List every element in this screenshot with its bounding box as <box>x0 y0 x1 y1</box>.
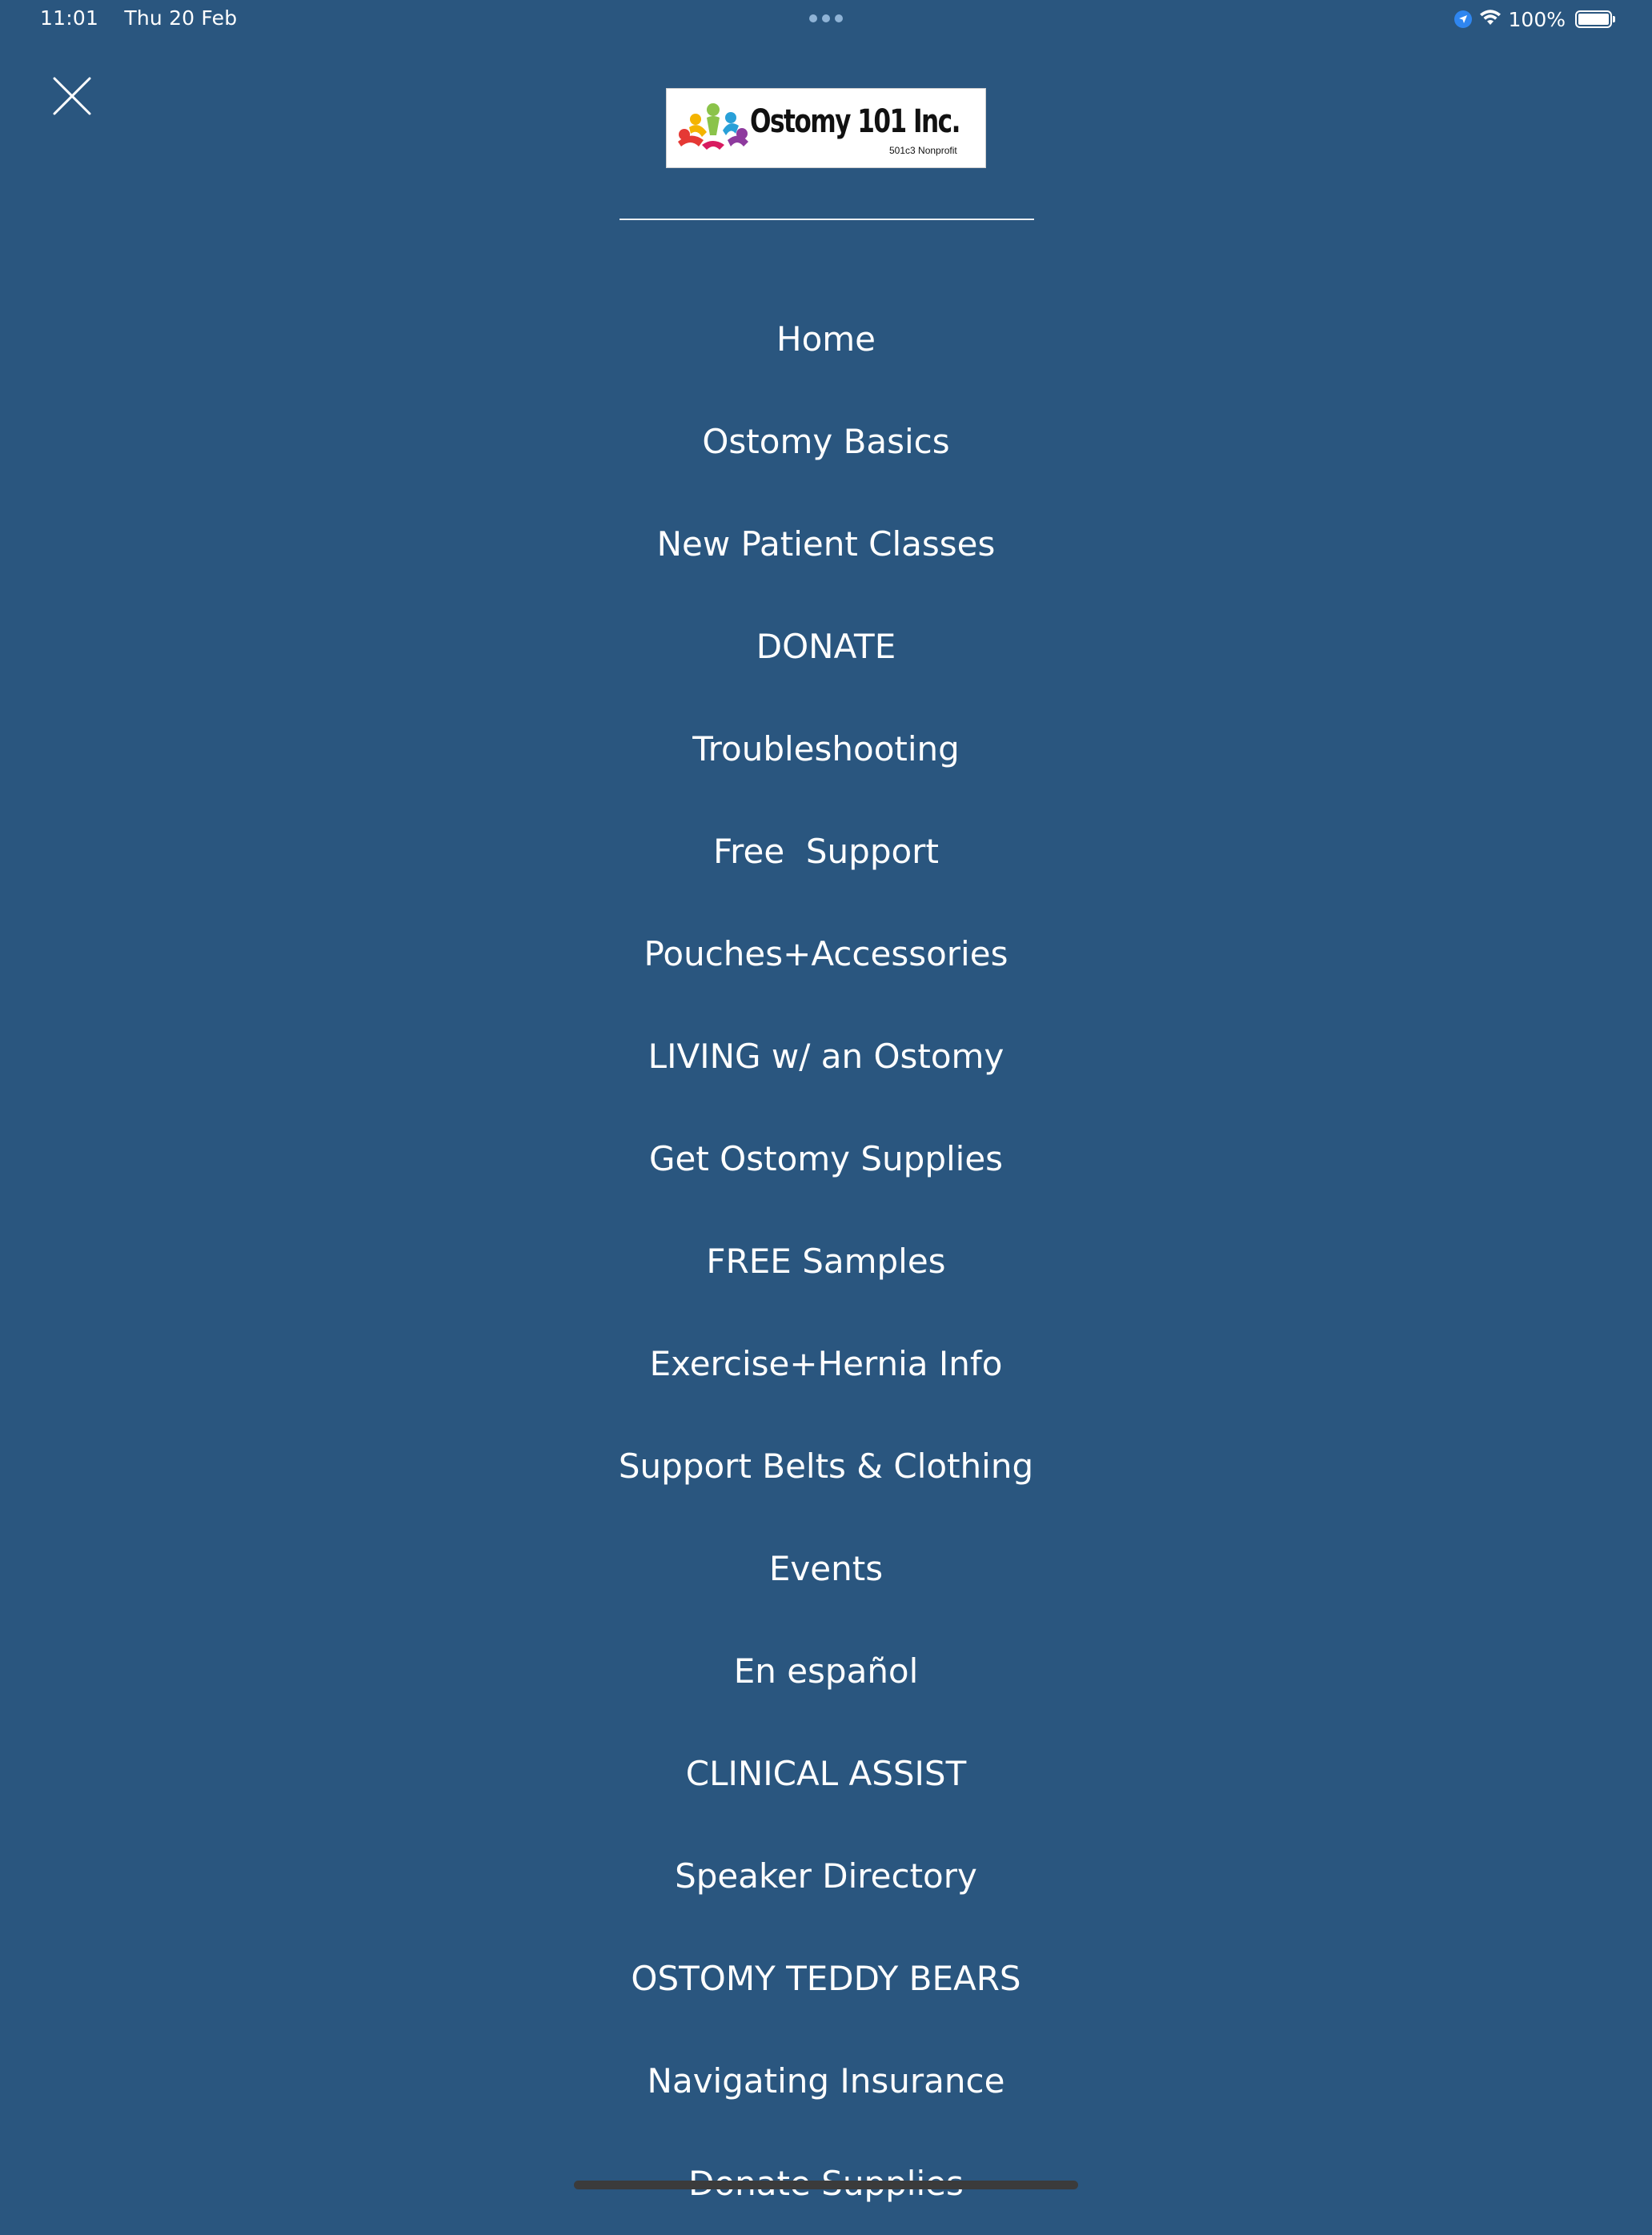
logo-title: Ostomy 101 Inc. <box>750 103 960 140</box>
battery-percent: 100% <box>1508 7 1566 31</box>
site-logo[interactable] <box>666 88 986 168</box>
menu-item-new-patient-classes[interactable]: New Patient Classes <box>656 524 996 564</box>
menu-item-donate[interactable]: DONATE <box>756 627 896 666</box>
menu-item-navigating-insurance[interactable]: Navigating Insurance <box>647 2061 1005 2101</box>
menu-item-home[interactable]: Home <box>776 319 876 359</box>
status-time: 11:01 <box>40 6 99 30</box>
menu-item-pouches-accessories[interactable]: Pouches+Accessories <box>644 934 1008 973</box>
menu-item-support-belts-clothing[interactable]: Support Belts & Clothing <box>618 1447 1034 1486</box>
close-button[interactable] <box>50 74 94 118</box>
menu-item-exercise-hernia-info[interactable]: Exercise+Hernia Info <box>649 1344 1003 1383</box>
status-time-date <box>40 6 237 30</box>
menu-item-en-espanol[interactable]: En español <box>733 1651 919 1691</box>
menu-item-living-with-ostomy[interactable]: LIVING w/ an Ostomy <box>648 1037 1004 1076</box>
status-bar <box>0 0 1652 38</box>
multitasking-dots-icon[interactable] <box>809 14 843 22</box>
battery-icon <box>1575 10 1612 28</box>
menu-item-events[interactable]: Events <box>768 1549 884 1588</box>
close-icon <box>50 74 94 118</box>
people-cluster-icon <box>678 103 748 150</box>
menu-item-troubleshooting[interactable]: Troubleshooting <box>692 729 960 768</box>
home-indicator[interactable] <box>574 2181 1078 2189</box>
navigation-menu <box>0 288 1652 2235</box>
menu-item-speaker-directory[interactable]: Speaker Directory <box>675 1856 977 1896</box>
status-indicators <box>1454 5 1612 34</box>
logo-subtitle: 501c3 Nonprofit <box>889 145 957 156</box>
status-date: Thu 20 Feb <box>124 6 238 30</box>
wifi-icon <box>1478 8 1502 31</box>
location-icon <box>1454 10 1472 28</box>
menu-item-get-ostomy-supplies[interactable]: Get Ostomy Supplies <box>648 1139 1004 1178</box>
menu-item-ostomy-teddy-bears[interactable]: OSTOMY TEDDY BEARS <box>631 1959 1021 1998</box>
header-divider <box>620 219 1034 220</box>
menu-item-free-support[interactable]: Free Support <box>713 832 939 871</box>
menu-item-clinical-assist[interactable]: CLINICAL ASSIST <box>685 1754 967 1793</box>
menu-item-free-samples[interactable]: FREE Samples <box>706 1242 946 1281</box>
menu-item-ostomy-basics[interactable]: Ostomy Basics <box>702 422 950 461</box>
